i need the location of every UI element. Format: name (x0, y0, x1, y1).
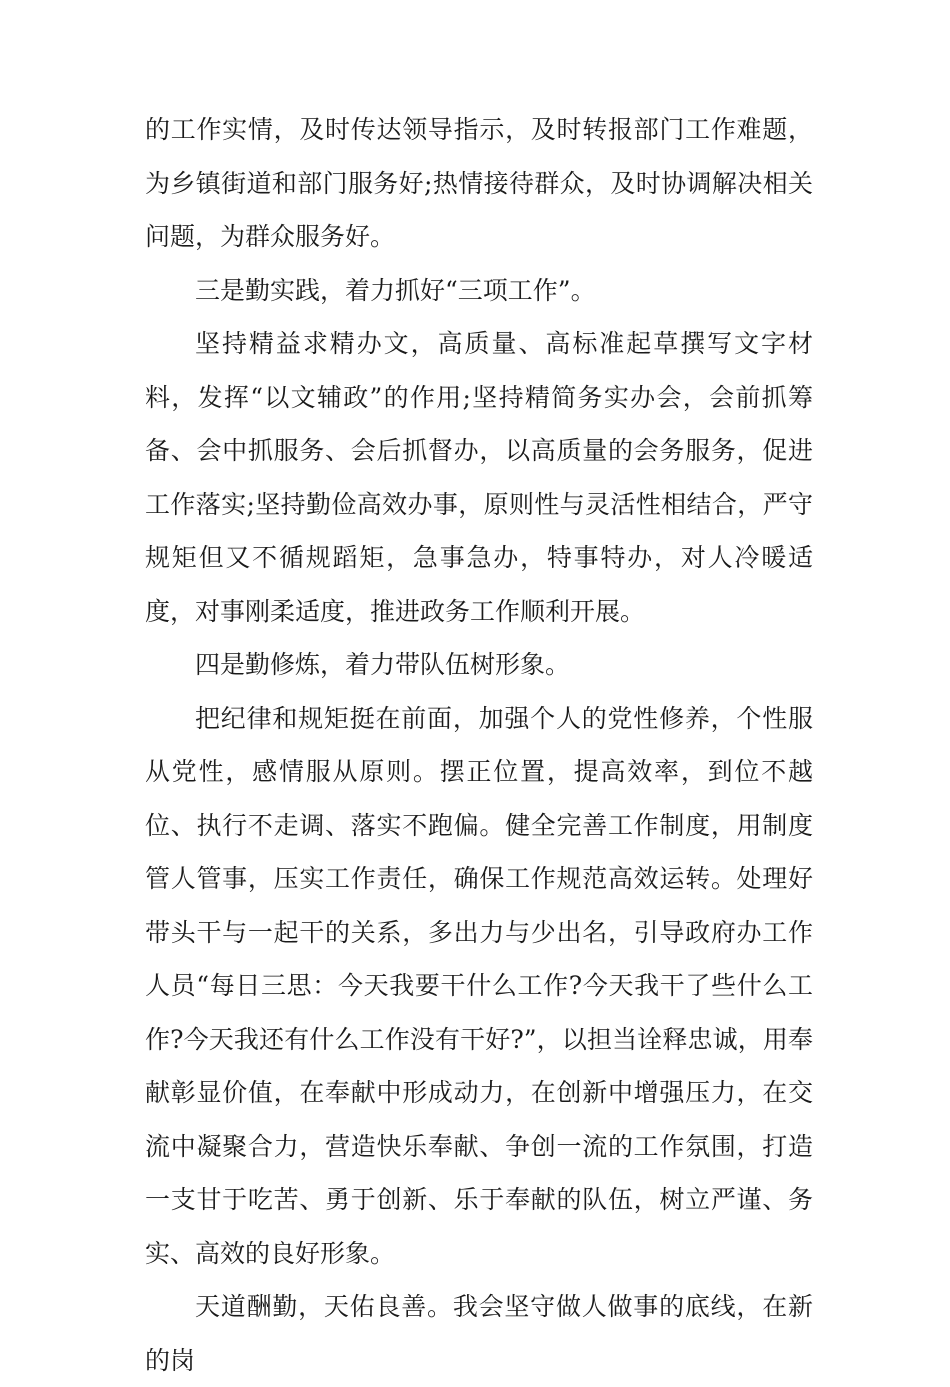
paragraph-heading-three: 三是勤实践，着力抓好“三项工作”。 (195, 275, 596, 305)
paragraph-closing: 天道酬勤，天佑良善。我会坚守做人做事的底线，在新的岗 (145, 1292, 813, 1375)
paragraph-continuation: 的工作实情，及时传达领导指示，及时转报部门工作难题，为乡镇街道和部门服务好;热情接待群众，及时协调解决相关问题，为群众服务好。 (145, 115, 813, 251)
paragraph-heading-four: 四是勤修炼，着力带队伍树形象。 (195, 650, 571, 679)
paragraph-practice: 坚持精益求精办文，高质量、高标准起草撰写文字材料，发挥“以文辅政”的作用;坚持精简务实办会，会前抓筹备、会中抓服务、会后抓督办，以高质量的会务服务，促进工作落实;坚持勤俭高效办事，原则性与灵活性相结合，严守规矩但又不循规蹈矩，急事急办，特事特办，对人冷暖适度，对事刚柔适度，推进政务工作顺利开展。 (145, 329, 813, 626)
document-body (145, 103, 813, 1387)
paragraph-discipline: 把纪律和规矩挺在前面，加强个人的党性修养，个性服从党性，感情服从原则。摆正位置，提高效率，到位不越位、执行不走调、落实不跑偏。健全完善工作制度，用制度管人管事，压实工作责任，确保工作规范高效运转。处理好带头干与一起干的关系，多出力与少出名，引导政府办工作人员“每日三思：今天我要干什么工作?今天我干了些什么工作?今天我还有什么工作没有干好?”，以担当诠释忠诚，用奉献彰显价值，在奉献中形成动力，在创新中增强压力，在交流中凝聚合力，营造快乐奉献、争创一流的工作氛围，打造一支甘于吃苦、勇于创新、乐于奉献的队伍，树立严谨、务实、高效的良好形象。 (145, 703, 813, 1268)
